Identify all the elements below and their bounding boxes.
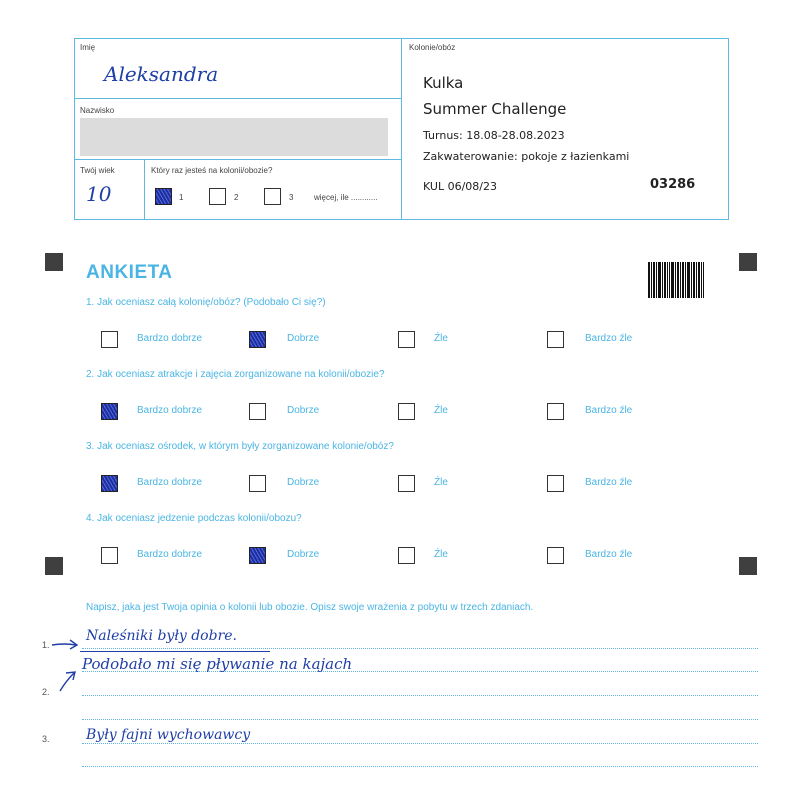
ktory-raz-option-more: więcej, ile ............ bbox=[314, 193, 378, 202]
question-4-label-bardzo-dobrze: Bardzo dobrze bbox=[137, 549, 203, 560]
question-1-label-bardzo-zle: Bardzo źle bbox=[585, 333, 633, 344]
ktory-raz-option-1: 1 bbox=[179, 193, 184, 202]
registration-marker-tr bbox=[739, 253, 757, 271]
camp-code: KUL 06/08/23 bbox=[423, 180, 497, 193]
question-2-checkbox-bardzo-dobrze[interactable] bbox=[101, 403, 118, 420]
line-number-3: 3. bbox=[42, 734, 50, 744]
header-divider-3 bbox=[144, 159, 145, 219]
question-4-checkbox-dobrze[interactable] bbox=[249, 547, 266, 564]
question-2-checkbox-bardzo-zle[interactable] bbox=[547, 403, 564, 420]
camp-name-1: Kulka bbox=[423, 74, 464, 92]
ktory-raz-checkbox-1[interactable] bbox=[155, 188, 172, 205]
answer-text-2[interactable]: Podobało mi się pływanie na kajach bbox=[82, 655, 353, 673]
question-1-checkbox-bardzo-zle[interactable] bbox=[547, 331, 564, 348]
question-3-checkbox-bardzo-zle[interactable] bbox=[547, 475, 564, 492]
question-1-label-zle: Źle bbox=[434, 333, 448, 344]
survey-title: ANKIETA bbox=[86, 262, 173, 283]
question-4-label-bardzo-zle: Bardzo źle bbox=[585, 549, 633, 560]
question-4-checkbox-bardzo-dobrze[interactable] bbox=[101, 547, 118, 564]
wiek-label: Twój wiek bbox=[80, 166, 115, 175]
question-3-checkbox-bardzo-dobrze[interactable] bbox=[101, 475, 118, 492]
form-number: 03286 bbox=[650, 177, 696, 192]
registration-marker-bl bbox=[45, 557, 63, 575]
question-3-checkbox-zle[interactable] bbox=[398, 475, 415, 492]
question-2-label-bardzo-dobrze: Bardzo dobrze bbox=[137, 405, 203, 416]
ktory-raz-option-3: 3 bbox=[289, 193, 294, 202]
answer-line-3 bbox=[82, 695, 758, 696]
answer-line-4 bbox=[82, 719, 758, 720]
question-1-label-dobrze: Dobrze bbox=[287, 333, 320, 344]
question-2-checkbox-dobrze[interactable] bbox=[249, 403, 266, 420]
ktory-raz-option-2: 2 bbox=[234, 193, 239, 202]
question-4-label-dobrze: Dobrze bbox=[287, 549, 320, 560]
question-3-checkbox-dobrze[interactable] bbox=[249, 475, 266, 492]
question-2-text: 2. Jak oceniasz atrakcje i zajęcia zorganizowane na kolonii/obozie? bbox=[86, 369, 385, 380]
header-divider-2 bbox=[74, 159, 402, 160]
ktory-raz-label: Który raz jesteś na kolonii/obozie? bbox=[151, 166, 273, 175]
zakwaterowanie-text: Zakwaterowanie: pokoje z łazienkami bbox=[423, 150, 630, 163]
camp-name-2: Summer Challenge bbox=[423, 100, 567, 118]
imie-label: Imię bbox=[80, 43, 96, 52]
ktory-raz-checkbox-2[interactable] bbox=[209, 188, 226, 205]
header-divider-vertical bbox=[401, 38, 402, 219]
question-4-checkbox-bardzo-zle[interactable] bbox=[547, 547, 564, 564]
turnus-text: Turnus: 18.08-28.08.2023 bbox=[423, 129, 565, 142]
nazwisko-label: Nazwisko bbox=[80, 106, 115, 115]
header-divider-1 bbox=[74, 98, 402, 99]
question-1-text: 1. Jak oceniasz całą kolonię/obóz? (Podobało Ci się?) bbox=[86, 297, 326, 308]
question-3-label-zle: Źle bbox=[434, 477, 448, 488]
question-2-label-bardzo-zle: Bardzo źle bbox=[585, 405, 633, 416]
question-3-text: 3. Jak oceniasz ośrodek, w którym były zorganizowane kolonie/obóz? bbox=[86, 441, 394, 452]
question-1-checkbox-zle[interactable] bbox=[398, 331, 415, 348]
barcode-image bbox=[648, 262, 704, 298]
question-1-checkbox-dobrze[interactable] bbox=[249, 331, 266, 348]
question-1-checkbox-bardzo-dobrze[interactable] bbox=[101, 331, 118, 348]
registration-marker-tl bbox=[45, 253, 63, 271]
answer-line-6 bbox=[82, 766, 758, 767]
question-2-label-zle: Źle bbox=[434, 405, 448, 416]
question-3-label-bardzo-dobrze: Bardzo dobrze bbox=[137, 477, 203, 488]
line-number-1: 1. bbox=[42, 640, 50, 650]
answer-line-1 bbox=[82, 648, 758, 649]
question-4-text: 4. Jak oceniasz jedzenie podczas kolonii/obozu? bbox=[86, 513, 302, 524]
line-number-2: 2. bbox=[42, 687, 50, 697]
question-2-checkbox-zle[interactable] bbox=[398, 403, 415, 420]
question-2-label-dobrze: Dobrze bbox=[287, 405, 320, 416]
question-3-label-bardzo-zle: Bardzo źle bbox=[585, 477, 633, 488]
answer-underline-stroke bbox=[80, 651, 270, 652]
answer-text-1[interactable]: Naleśniki były dobre. bbox=[86, 628, 237, 644]
opinion-prompt: Napisz, jaka jest Twoja opinia o kolonii lub obozie. Opisz swoje wrażenia z pobytu w trzech zdaniach. bbox=[86, 602, 534, 613]
answer-text-3[interactable]: Były fajni wychowawcy bbox=[86, 727, 251, 743]
nazwisko-redacted-field[interactable] bbox=[80, 118, 388, 156]
question-1-label-bardzo-dobrze: Bardzo dobrze bbox=[137, 333, 203, 344]
kolonie-label: Kolonie/obóz bbox=[409, 43, 456, 52]
answer-line-5 bbox=[82, 743, 758, 744]
registration-marker-br bbox=[739, 557, 757, 575]
question-4-label-zle: Źle bbox=[434, 549, 448, 560]
ktory-raz-checkbox-3[interactable] bbox=[264, 188, 281, 205]
question-4-checkbox-zle[interactable] bbox=[398, 547, 415, 564]
question-3-label-dobrze: Dobrze bbox=[287, 477, 320, 488]
wiek-value[interactable]: 10 bbox=[86, 182, 112, 206]
imie-value[interactable]: Aleksandra bbox=[104, 62, 219, 86]
